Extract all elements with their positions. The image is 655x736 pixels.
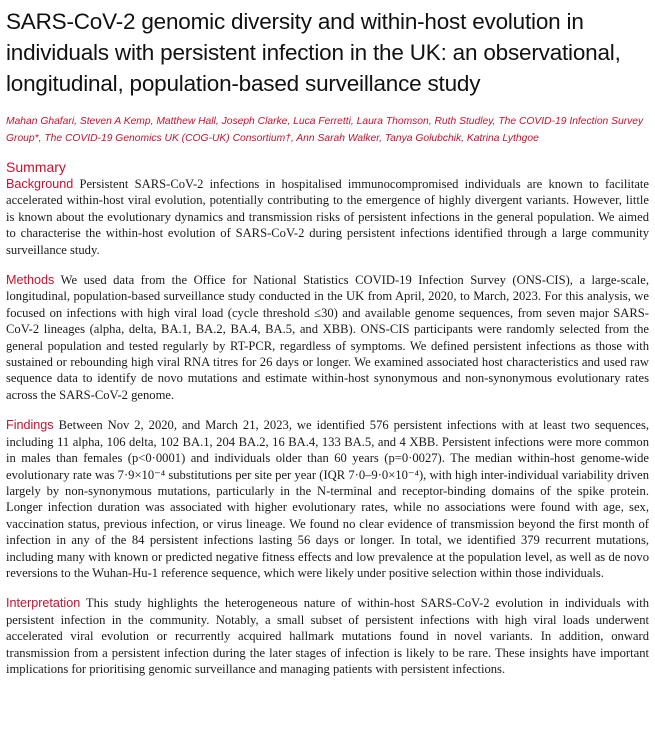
- interpretation-text: This study highlights the heterogeneous nature of within-host SARS-CoV-2 evolution in individuals with persistent infection in the community. Notably, a small subset of persistent infections with high viral loads underwent accelerated viral evolution or recurrently acquired hallmark mutations found in novel variants. In addition, onward transmission from a persistent infection during the later stages of infection is likely to be rare. These insights have important implications for prioritising genomic surveillance and managing patients with persistent infections.: [6, 596, 650, 676]
- methods-text: We used data from the Office for National Statistics COVID-19 Infection Survey (ONS-CIS), a large-scale, longitudinal, population-based surveillance study conducted in the UK from April, 2020, to March, 2023. For this analysis, we focused on infections with high viral load (cycle threshold ≤30) and available genome sequences, from seven major SARS-CoV-2 lineages (alpha, delta, BA.1, BA.2, BA.4, BA.5, and XBB). ONS-CIS participants were randomly selected from the general population and tested regularly by RT-PCR, regardless of symptoms. We defined persistent infections as those with sustained or rebounding high viral RNA titres for 26 days or longer. We examined associated host characteristics and used raw sequence data to identify de novo mutations and estimate within-host synonymous and non-synonymous evolutionary rates across the SARS-CoV-2 genome.: [6, 273, 650, 402]
- findings-paragraph: [6, 417, 649, 581]
- author-list: Mahan Ghafari, Steven A Kemp, Matthew Hall, Joseph Clarke, Luca Ferretti, Laura Thomson, Ruth Studley, The COVID-19 Infection Survey Group*, The COVID-19 Genomics UK (COG-UK) Consortium†, Ann Sarah Walker, Tanya Golubchik, Katrina Lythgoe: [6, 116, 644, 144]
- background-paragraph: [6, 176, 649, 258]
- findings-text: Between Nov 2, 2020, and March 21, 2023, we identified 576 persistent infections with at least two sequences, including 11 alpha, 106 delta, 102 BA.1, 204 BA.2, 16 BA.4, 133 BA.5, and 4 XBB. Persistent infections were more common in males than females (p<0·0001) and individuals older than 60 years (p=0·0027). The median within-host genome-wide evolutionary rate was 7·9×10⁻⁴ substitutions per site per year (IQR 7·0–9·0×10⁻⁴), with high inter-individual variability driven largely by non-synonymous mutations, particularly in the N-terminal and receptor-binding domains of the spike protein. Longer infection duration was associated with higher evolutionary rates, while no associations were found with age, sex, vaccination status, previous infection, or virus lineage. We found no clear evidence of transmission beyond the first month of infection in any of the 84 persistent infections lasting 56 days or longer. In total, we identified 379 recurrent mutations, including many with known or predicted negative fitness effects and low prevalence at the population level, as well as de novo reversions to the Wuhan-Hu-1 reference sequence, which were likely under positive selection within those individuals.: [6, 418, 649, 580]
- methods-label: Methods: [6, 273, 55, 288]
- summary-heading: Summary: [6, 159, 66, 175]
- background-text: Persistent SARS-CoV-2 infections in hospitalised immunocompromised individuals are known to facilitate accelerated within-host viral evolution, potentially contributing to the emergence of highly divergent variants. However, little is known about the evolutionary dynamics and transmission risks of persistent infections in the general population. We aimed to characterise the within-host evolution of SARS-CoV-2 during persistent infections identified through a large community surveillance study.: [6, 177, 649, 257]
- interpretation-label: Interpretation: [6, 596, 81, 611]
- paper-title: SARS-CoV-2 genomic diversity and within-host evolution in individuals with persistent infection in the UK: an observational, longitudinal, population-based surveillance study: [6, 9, 621, 96]
- findings-label: Findings: [6, 418, 54, 433]
- background-label: Background: [6, 177, 74, 191]
- methods-paragraph: [6, 272, 649, 403]
- interpretation-paragraph: [6, 595, 649, 677]
